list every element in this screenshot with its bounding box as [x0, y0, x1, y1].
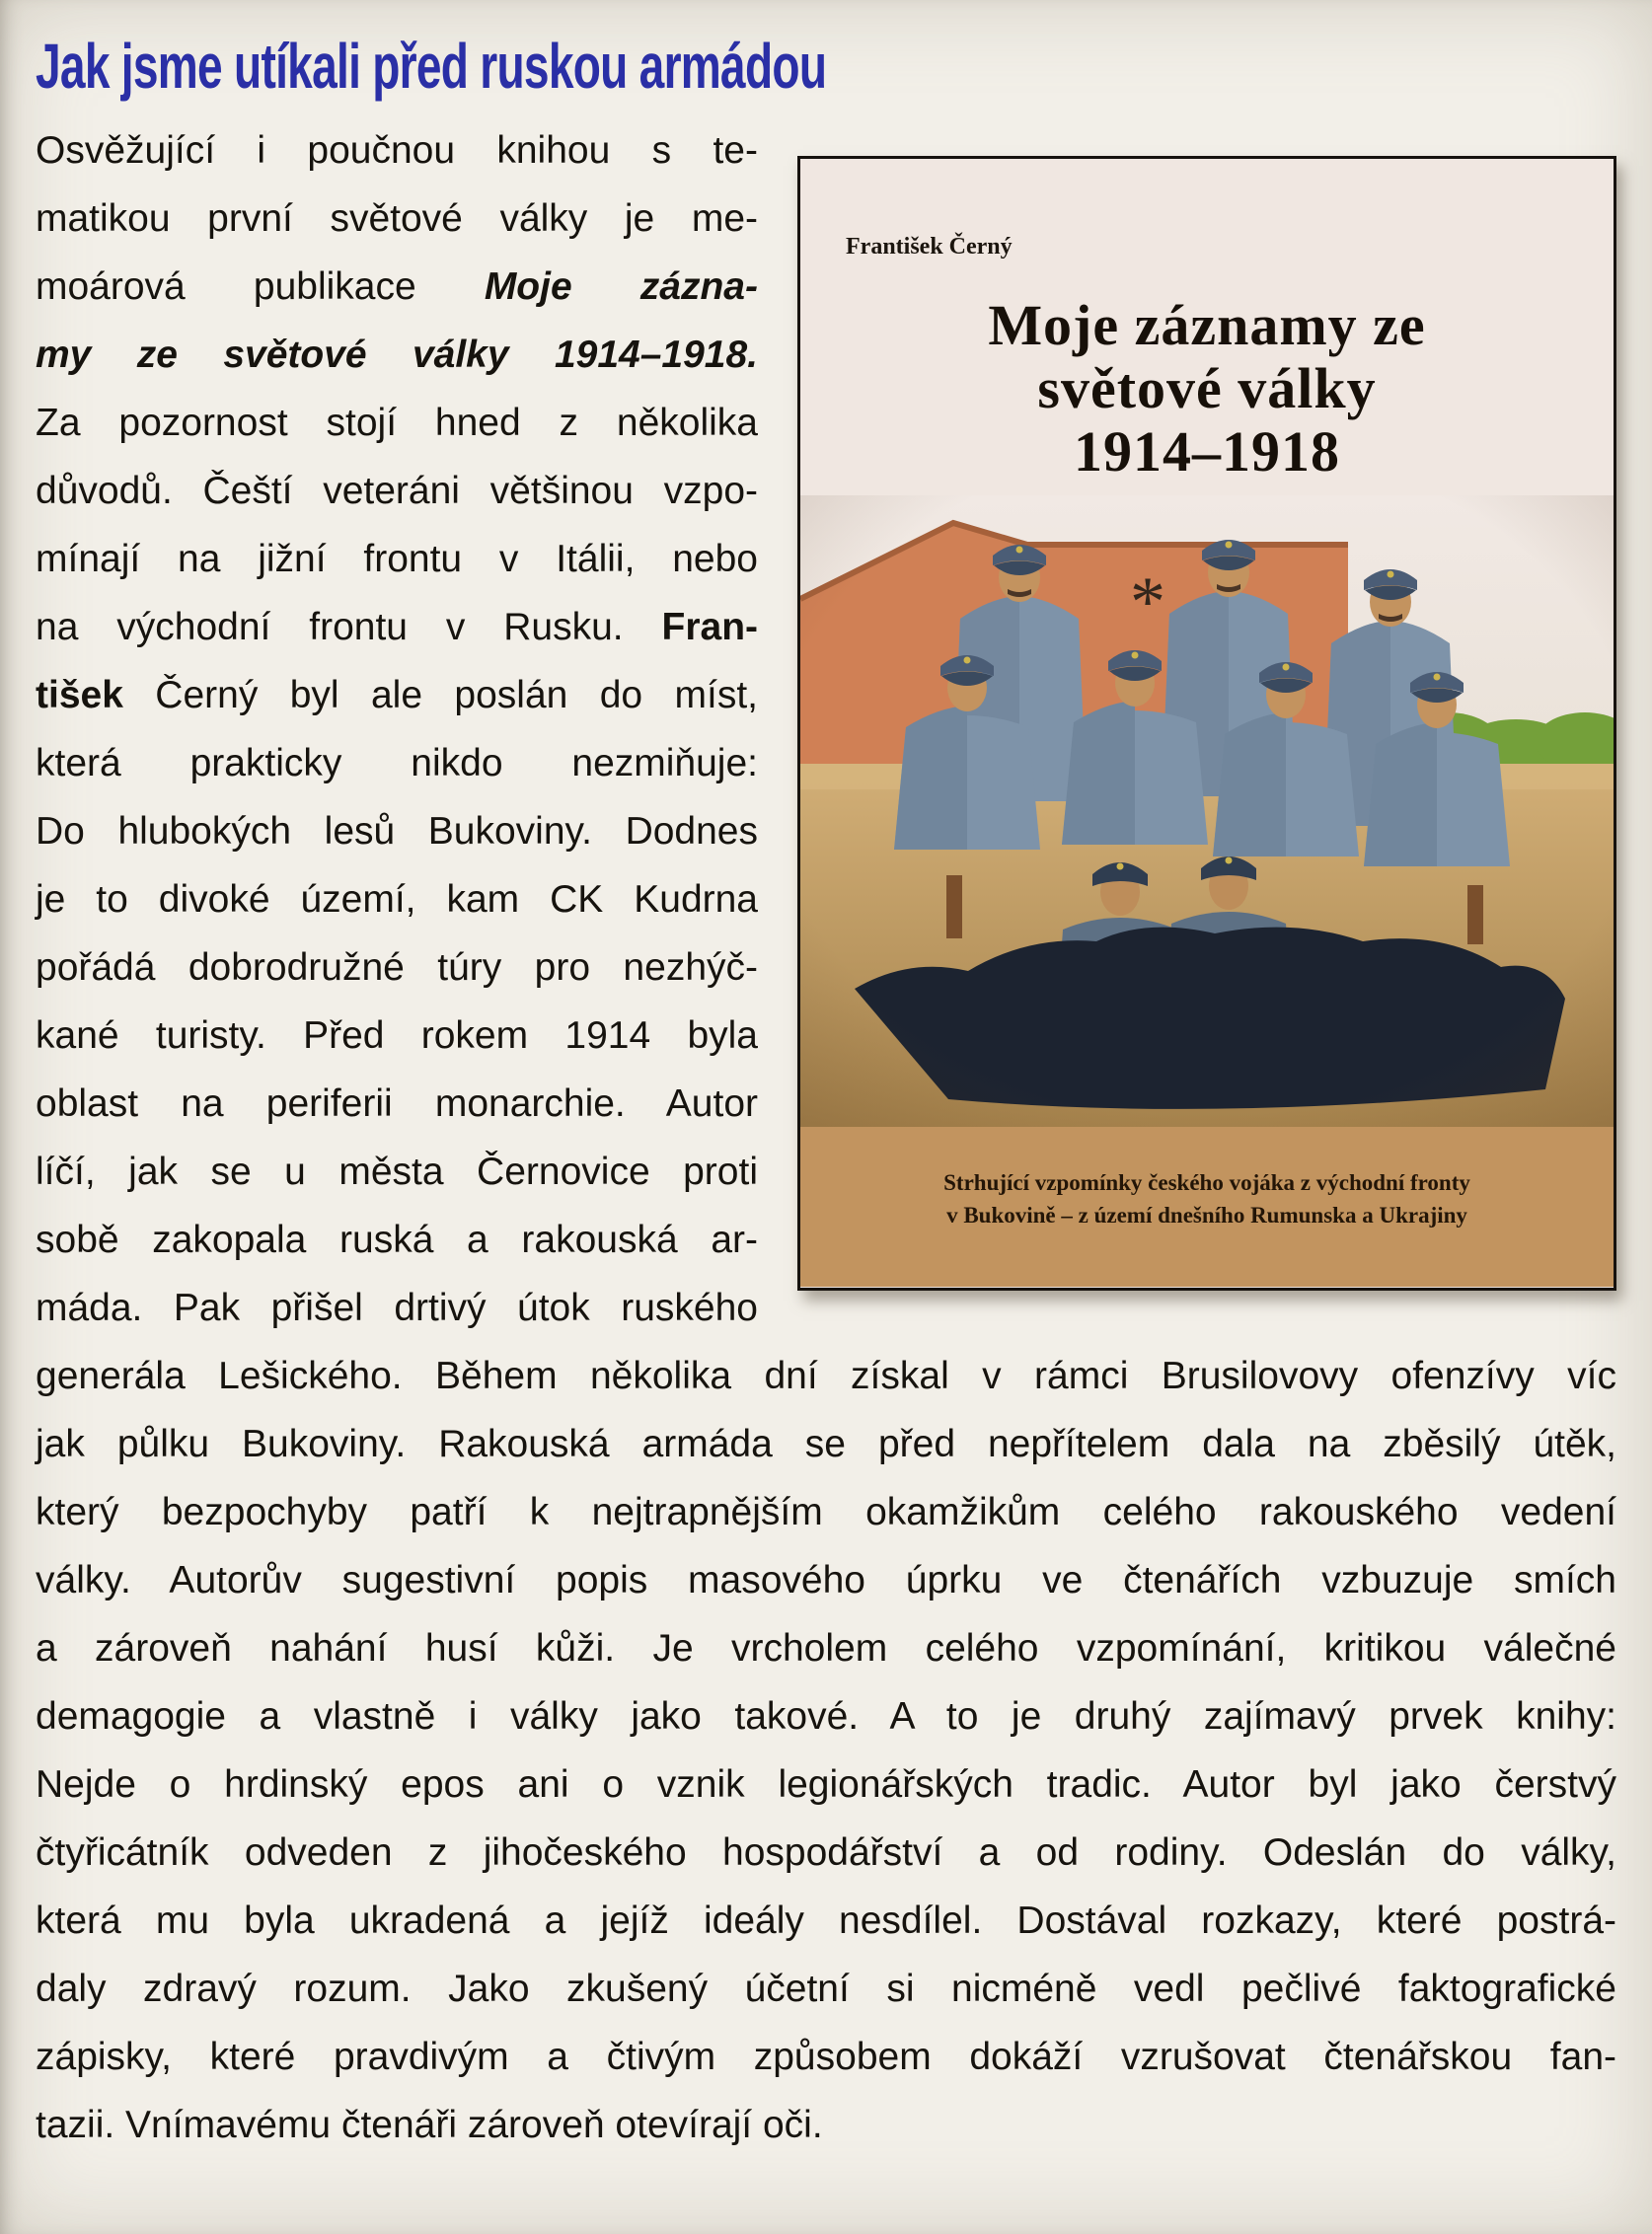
text-line [36, 2023, 1616, 2091]
body-text: oblast na periferii monarchie. Autor [36, 1082, 758, 1125]
body-text: demagogie a vlastně i války jako takové. A to je druhý zajímavý prvek knihy: [36, 1695, 1616, 1738]
emphasis-text: tišek [36, 674, 123, 716]
emphasis-text: my ze světové války 1914–1918. [36, 334, 758, 376]
body-text: matikou první světové války je me- [36, 197, 758, 240]
body-text: pořádá dobrodružné túry pro nezhýč- [36, 946, 758, 989]
book-title-line: 1914–1918 [1074, 419, 1340, 484]
body-text: a zároveň nahání husí kůži. Je vrcholem celého vzpomínání, kritikou válečné [36, 1627, 1616, 1670]
text-line [36, 2091, 1616, 2159]
body-text: války. Autorův sugestivní popis masového úprku ve čtenářích vzbuzuje smích [36, 1559, 1616, 1601]
book-title [800, 294, 1614, 484]
article-headline [36, 30, 1616, 103]
text-line [36, 1410, 1616, 1478]
body-text: tazii. Vnímavému čtenáři zároveň otevírají oči. [36, 2104, 823, 2146]
body-text: je to divoké území, kam CK Kudrna [36, 878, 758, 921]
article-body [36, 116, 1616, 2159]
text-line [36, 1750, 1616, 1819]
text-line [36, 1342, 1616, 1410]
article-headline-text: Jak jsme utíkali před ruskou armádou [36, 31, 827, 102]
body-text: Za pozornost stojí hned z několika [36, 402, 758, 444]
body-text: sobě zakopala ruská a rakouská ar- [36, 1219, 758, 1261]
book-author: František Černý [846, 234, 1013, 260]
body-text: na východní frontu v Rusku. [36, 606, 662, 648]
book-cover [797, 156, 1616, 1291]
body-text: Nejde o hrdinský epos ani o vznik legionářských tradic. Autor byl jako čerstvý [36, 1763, 1616, 1806]
body-text: Osvěžující i poučnou knihou s te- [36, 129, 758, 172]
body-text: kané turisty. Před rokem 1914 byla [36, 1014, 758, 1057]
text-line [36, 1682, 1616, 1750]
body-text: která prakticky nikdo nezmiňuje: [36, 742, 758, 784]
body-text: čtyřicátník odveden z jihočeského hospodářství a od rodiny. Odeslán do války, [36, 1831, 1616, 1874]
body-text: která mu byla ukradená a jejíž ideály nesdílel. Dostával rozkazy, které postrá- [36, 1899, 1616, 1942]
text-line [36, 1614, 1616, 1682]
body-text: zápisky, které pravdivým a čtivým způsobem dokáží vzrušovat čtenářskou fan- [36, 2036, 1616, 2078]
body-text: jak půlku Bukoviny. Rakouská armáda se před nepřítelem dala na zběsilý útěk, [36, 1423, 1616, 1465]
body-text: moárová publikace [36, 265, 485, 308]
body-text: Do hlubokých lesů Bukoviny. Dodnes [36, 810, 758, 853]
text-line [36, 1478, 1616, 1546]
body-text: daly zdravý rozum. Jako zkušený účetní si nicméně vedl pečlivé faktografické [36, 1968, 1616, 2010]
text-line [36, 1887, 1616, 1955]
body-text: Černý byl ale poslán do míst, [122, 674, 758, 716]
body-text: líčí, jak se u města Černovice proti [36, 1151, 758, 1193]
book-title-line: světové války [1037, 356, 1377, 420]
body-text: který bezpochyby patří k nejtrapnějším okamžikům celého rakouského vedení [36, 1491, 1616, 1533]
text-line [36, 1955, 1616, 2023]
emphasis-text: Fran- [661, 606, 758, 648]
body-text: máda. Pak přišel drtivý útok ruského [36, 1287, 758, 1329]
body-text: důvodů. Čeští veteráni většinou vzpo- [36, 470, 758, 512]
book-cover-photo [800, 495, 1614, 1127]
caption-line: v Bukovině – z území dnešního Rumunska a Ukrajiny [946, 1203, 1467, 1228]
text-line [36, 1819, 1616, 1887]
body-text: mínají na jižní frontu v Itálii, nebo [36, 538, 758, 580]
caption-line: Strhující vzpomínky českého vojáka z východní fronty [943, 1170, 1470, 1195]
book-title-line: Moje záznamy ze [988, 293, 1426, 357]
book-cover-caption [800, 1127, 1614, 1287]
photo-vignette [800, 495, 1614, 1127]
text-line [36, 1546, 1616, 1614]
body-text: generála Lešického. Během několika dní získal v rámci Brusilovovy ofenzívy víc [36, 1355, 1616, 1397]
emphasis-text: Moje zázna- [484, 265, 758, 308]
